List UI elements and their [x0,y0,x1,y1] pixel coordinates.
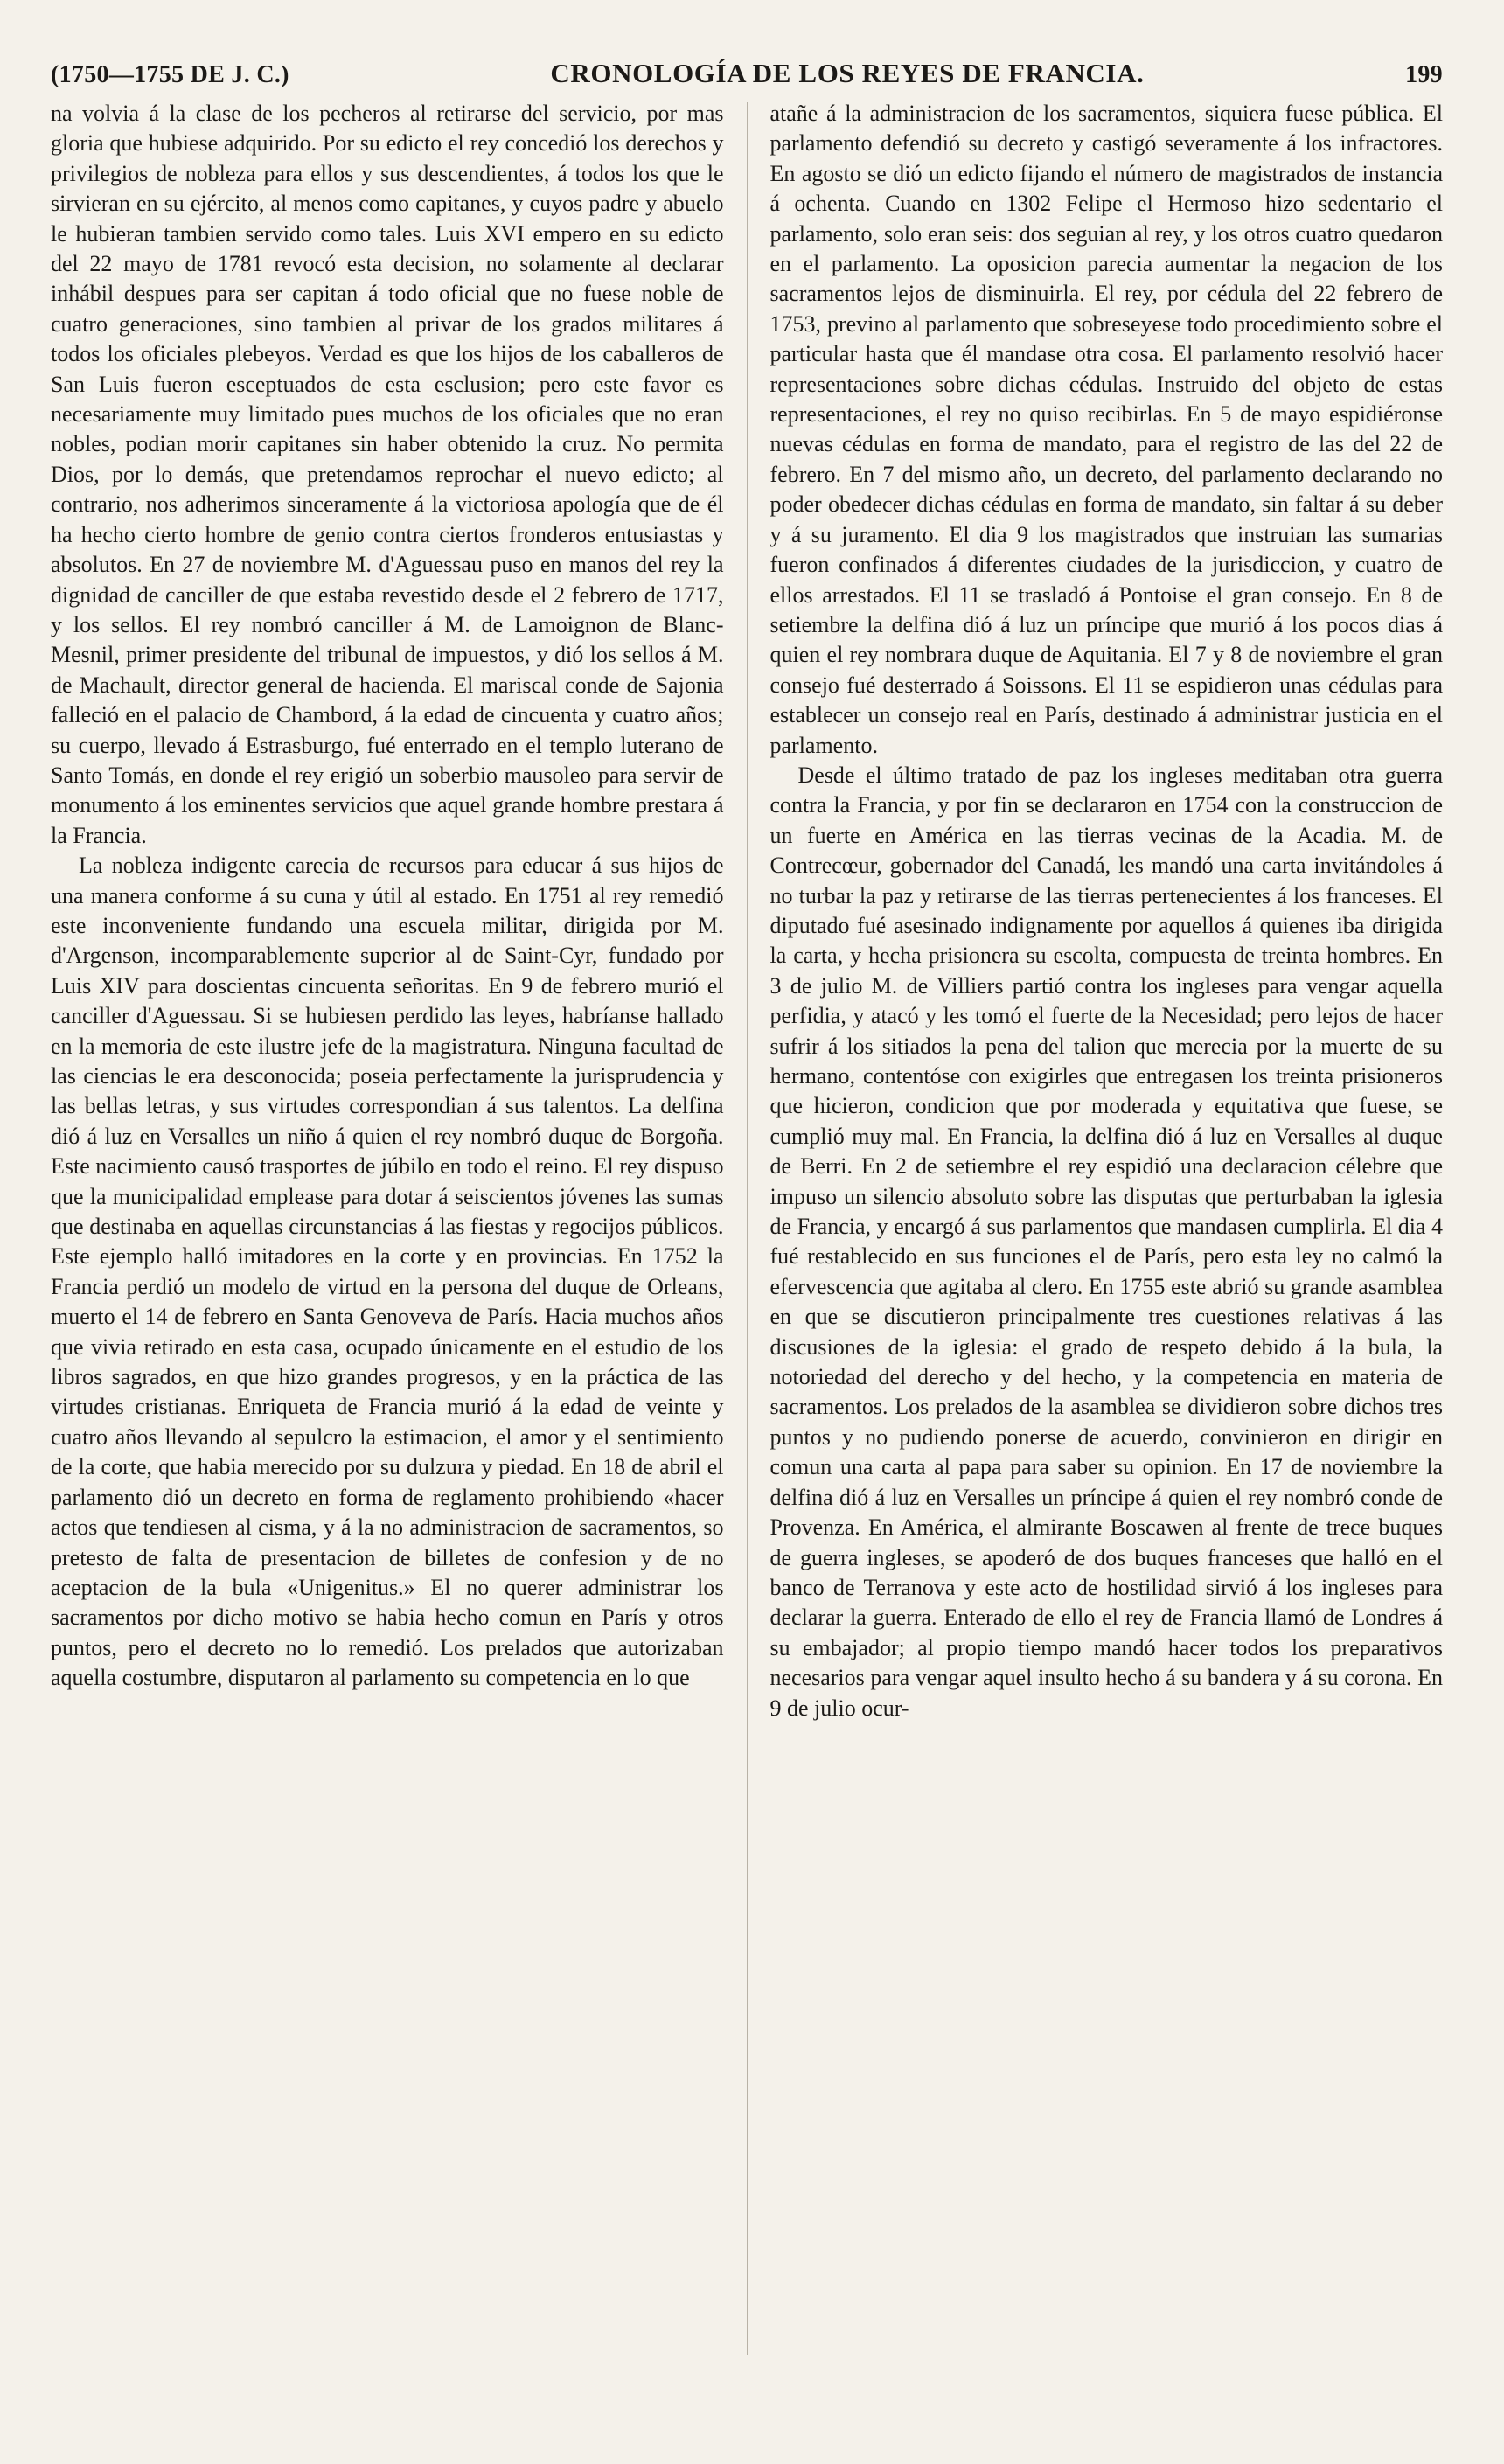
date-range: (1750—1755 DE J. C.) [51,61,289,88]
paragraph: La nobleza indigente carecia de recursos para educar á sus hijos de una manera conforme á su cuna y útil al estado. En 1751 al rey remedió este inconveniente fundando una escuela militar, dirigida por M. d'Argenson, incomparablemente superior al de Saint-Cyr, fundado por Luis XIV para doscientas cincuenta señoritas. En 9 de febrero murió el canciller d'Aguessau. Si se hubiesen perdido las leyes, habríanse hallado en la memoria de este ilustre jefe de la magistratura. Ninguna facultad de las ciencias le era desconocida; poseia perfectamente la jurisprudencia y las bellas letras, y sus virtudes correspondian á sus talentos. La delfina dió á luz en Versalles un niño á quien el rey nombró duque de Borgoña. Este nacimiento causó trasportes de júbilo en todo el reino. El rey dispuso que la municipalidad emplease para dotar á seiscientos jóvenes las sumas que destinaba en aquellas circunstancias á las fiestas y regocijos públicos. Este ejemplo halló imitadores en la corte y en provincias. En 1752 la Francia perdió un modelo de virtud en la persona del duque de Orleans, muerto el 14 de febrero en Santa Genoveva de París. Hacia muchos años que vivia retirado en esta casa, ocupado únicamente en el estudio de los libros sagrados, en que hizo grandes progresos, y en la práctica de las virtudes cristianas. Enriqueta de Francia murió á la edad de veinte y cuatro años llevando al sepulcro la estimacion, el amor y el sentimiento de la corte, que habia merecido por su dulzura y piedad. En 18 de abril el parlamento dió un decreto en forma de reglamento prohibiendo «hacer actos que tendiesen al cisma, y á la no administracion de sacramentos, so pretesto de falta de presentacion de billetes de confesion y de no aceptacion de la bula «Unigenitus.» El no querer administrar los sacramentos por dicho motivo se habia hecho comun en París y otros puntos, pero el decreto no lo remedió. Los prelados que autorizaban aquella costumbre, disputaron al parlamento su competencia en lo que [51,853,724,1691]
left-column [51,99,724,2355]
right-column [770,99,1444,2355]
paragraph: atañe á la administracion de los sacramentos, siquiera fuese pública. El parlamento defendió su decreto y castigó severamente á los infractores. En agosto se dió un edicto fijando el número de magistrados de instancia á ochenta. Cuando en 1302 Felipe el Hermoso hizo sedentario el parlamento, solo eran seis: dos seguian al rey, y los otros cuatro quedaron en el parlamento. La oposicion parecia aumentar la negacion de los sacramentos lejos de disminuirla. El rey, por cédula del 22 febrero de 1753, previno al parlamento que sobreseyese todo procedimiento sobre el particular hasta que él mandase otra cosa. El parlamento resolvió hacer representaciones sobre dichas cédulas. Instruido del objeto de estas representaciones, el rey no quiso recibirlas. En 5 de mayo espidiéronse nuevas cédulas en forma de mandato, para el registro de las del 22 de febrero. En 7 del mismo año, un decreto, del parlamento declarando no poder obedecer dichas cédulas en forma de mandato, sin faltar á su deber y á su juramento. El dia 9 los magistrados que instruian las sumarias fueron confinados á diferentes ciudades de la jurisdiccion, y cuatro de ellos arrestados. El 11 se trasladó á Pontoise el gran consejo. En 8 de setiembre la delfina dió á luz un príncipe que murió á los pocos dias á quien el rey nombrara duque de Aquitania. El 7 y 8 de noviembre el gran consejo fué desterrado á Soissons. El 11 se espidieron unas cédulas para establecer un consejo real en París, destinado á administrar justicia en el parlamento. [769,101,1443,758]
page-header [51,58,1443,89]
column-divider [747,102,748,2355]
paragraph: Desde el último tratado de paz los ingleses meditaban otra guerra contra la Francia, y por fin se declararon en 1754 con la construccion de un fuerte en América en las tierras vecinas de la Acadia. M. de Contrecœur, gobernador del Canadá, les mandó una carta invitándoles á no turbar la paz y retirarse de las tierras pertenecientes á los franceses. El diputado fué asesinado indignamente por aquellos á quienes iba dirigida la carta, y hecha prisionera su escolta, compuesta de treinta hombres. En 3 de julio M. de Villiers partió contra los ingleses para vengar aquella perfidia, y atacó y les tomó el fuerte de la Necesidad; pero lejos de hacer sufrir á los sitiados la pena del talion que merecia por la muerte de su hermano, contentóse con exigirles que entregasen los treinta prisioneros que hicieron, condicion que por moderada y equitativa que fuese, se cumplió muy mal. En Francia, la delfina dió á luz en Versalles al duque de Berri. En 2 de setiembre el rey espidió una declaracion célebre que impuso un silencio absoluto sobre las disputas que perturbaban la iglesia de Francia, y encargó á sus parlamentos que mandasen cumplirla. El dia 4 fué restablecido en sus funciones el de París, pero esta ley no calmó la efervescencia que agitaba al clero. En 1755 este abrió su grande asamblea en que se discutieron principalmente tres cuestiones relativas á las discusiones de la iglesia: el grado de respeto debido á la bula, la notoriedad del derecho y del hecho, y la competencia en materia de sacramentos. Los prelados de la asamblea se dividieron sobre dichos tres puntos y no pudiendo ponerse de acuerdo, convinieron en dirigir en comun una carta al papa para saber su opinion. En 17 de noviembre la delfina dió á luz en Versalles un príncipe á quien el rey nombró conde de Provenza. En América, el almirante Boscawen al frente de trece buques de guerra ingleses, se apoderó de dos buques franceses que halló en el banco de Terranova y este acto de hostilidad sirvió á los ingleses para declarar la guerra. Enterado de ello el rey de Francia llamó de Londres á su embajador; al propio tiempo mandó hacer todos los preparativos necesarios para vengar aquel insulto hecho á su bandera y á su corona. En 9 de julio ocur- [769,762,1443,1721]
text-columns [51,99,1443,2355]
paragraph: na volvia á la clase de los pecheros al retirarse del servicio, por mas gloria que hubiese adquirido. Por su edicto el rey concedió los derechos y privilegios de nobleza para ellos y sus descendientes, á todos los que le sirvieran en su ejército, al menos como capitanes, y cuyos padre y abuelo le hubieran tambien servido como tales. Luis XVI empero en su edicto del 22 mayo de 1781 revocó esta decision, no solamente al declarar inhábil despues para ser capitan á todo oficial que no fuese noble de cuatro generaciones, sino tambien al privar de los grados militares á todos los oficiales plebeyos. Verdad es que los hijos de los caballeros de San Luis fueron esceptuados de esta esclusion; pero este favor es necesariamente muy limitado pues muchos de los oficiales que no eran nobles, podian morir capitanes sin haber obtenido la cruz. No permita Dios, por lo demás, que pretendamos reprochar el nuevo edicto; al contrario, nos adherimos sinceramente á la victoriosa apología que de él ha hecho cierto hombre de genio contra ciertos fronderos entusiastas y absolutos. En 27 de noviembre M. d'Aguessau puso en manos del rey la dignidad de canciller de que estaba revestido desde el 2 febrero de 1717, y los sellos. El rey nombró canciller á M. de Lamoignon de Blanc-Mesnil, primer presidente del tribunal de impuestos, y dió los sellos á M. de Machault, director general de hacienda. El mariscal conde de Sajonia falleció en el palacio de Chambord, á la edad de cincuenta y cuatro años; su cuerpo, llevado á Estrasburgo, fué enterrado en el templo luterano de Santo Tomás, en donde el rey erigió un soberbio mausoleo para servir de monumento á los eminentes servicios que aquel grande hombre prestara á la Francia. [51,101,724,848]
page-title: CRONOLOGÍA DE LOS REYES DE FRANCIA. [550,58,1145,88]
page-number: 199 [1405,61,1443,88]
